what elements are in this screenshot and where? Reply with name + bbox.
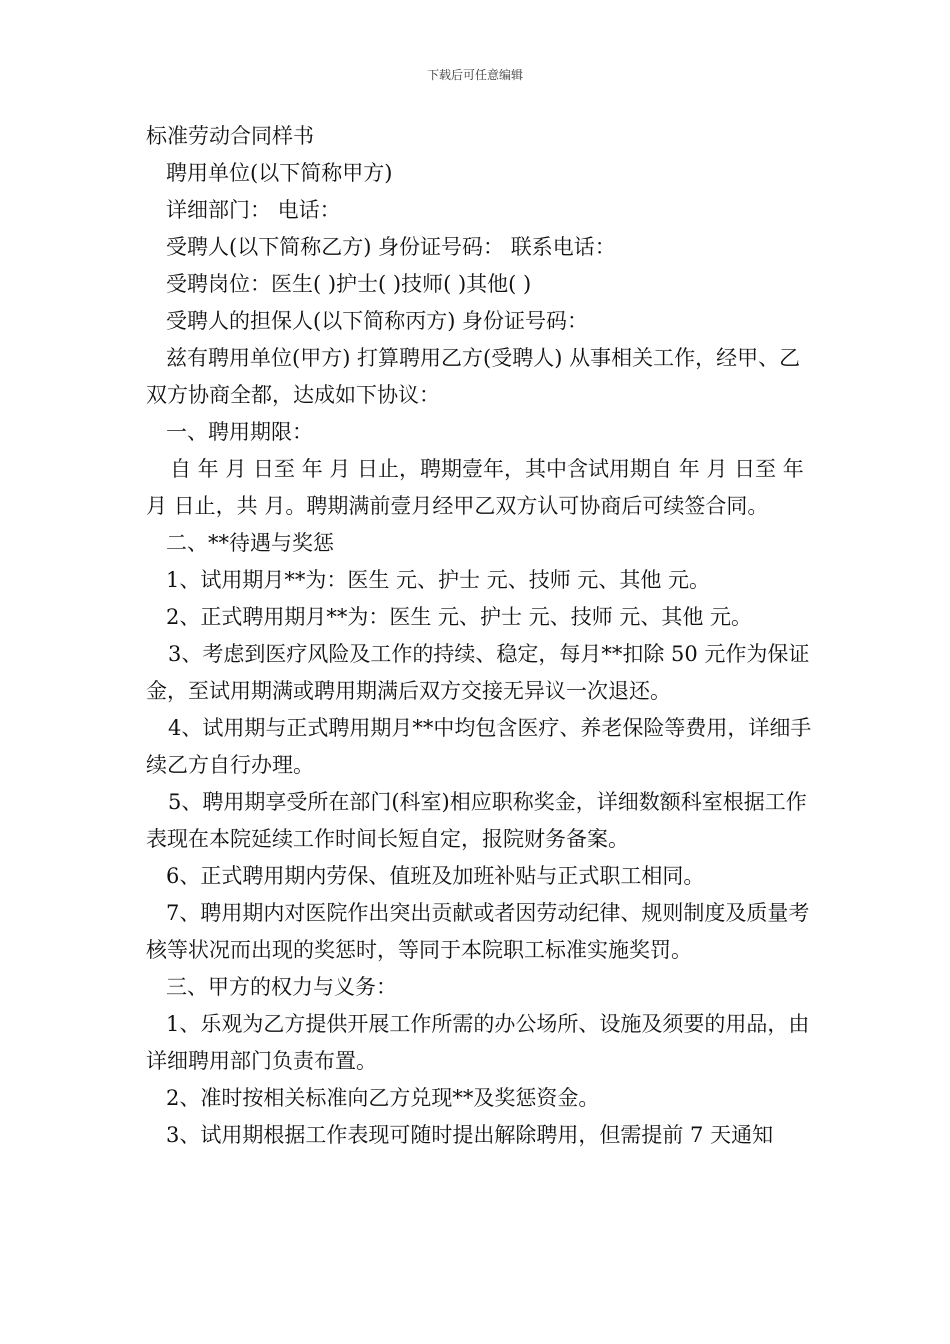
list-item: 6、正式聘用期内劳保、值班及加班补贴与正式职工相同。 — [166, 864, 705, 888]
list-item: 3、试用期根据工作表现可随时提出解除聘用，但需提前 7 天通知 — [166, 1123, 774, 1147]
list-item: 7、聘用期内对医院作出突出贡献或者因劳动纪律、规则制度及质量考核等状况而出现的奖惩时，等同于本院职工标准实施奖罚。 — [146, 901, 810, 962]
section-heading: 三、甲方的权力与义务： — [166, 975, 397, 999]
list-item: 3、考虑到医疗风险及工作的持续、稳定，每月**扣除 50 元作为保证金，至试用期满或聘用期满后双方交接无异议一次退还。 — [146, 642, 810, 703]
paragraph: 受聘岗位：医生( )护士( )技师( )其他( ) — [166, 272, 532, 296]
paragraph: 自 年 月 日至 年 月 日止，聘期壹年，其中含试用期自 年 月 日至 年 月 日止，共 月。聘期满前壹月经甲乙双方认可协商后可续签合同。 — [146, 457, 804, 518]
list-item: 2、准时按相关标准向乙方兑现**及奖惩资金。 — [166, 1086, 600, 1110]
paragraph: 详细部门： 电话： — [166, 198, 341, 222]
paragraph: 聘用单位(以下简称甲方) — [166, 161, 393, 185]
list-item: 1、试用期月**为：医生 元、护士 元、技师 元、其他 元。 — [166, 568, 711, 592]
document-title: 标准劳动合同样书 — [146, 124, 314, 148]
paragraph: 兹有聘用单位(甲方) 打算聘用乙方(受聘人) 从事相关工作，经甲、乙双方协商全都，达成如下协议： — [146, 346, 801, 407]
page-header-note: 下载后可任意编辑 — [426, 68, 523, 82]
list-item: 2、正式聘用期月**为：医生 元、护士 元、技师 元、其他 元。 — [166, 605, 753, 629]
contract-document — [146, 118, 816, 1154]
paragraph: 受聘人的担保人(以下简称丙方) 身份证号码： — [166, 309, 589, 333]
paragraph: 受聘人(以下简称乙方) 身份证号码： 联系电话： — [166, 235, 616, 259]
section-heading: 一、聘用期限： — [166, 420, 313, 444]
list-item: 1、乐观为乙方提供开展工作所需的办公场所、设施及须要的用品，由详细聘用部门负责布置。 — [146, 1012, 810, 1073]
list-item: 4、试用期与正式聘用期月**中均包含医疗、养老保险等费用，详细手续乙方自行办理。 — [146, 716, 812, 777]
section-heading: 二、**待遇与奖惩 — [166, 531, 334, 555]
list-item: 5、聘用期享受所在部门(科室)相应职称奖金，详细数额科室根据工作表现在本院延续工作时间长短自定，报院财务备案。 — [146, 790, 807, 851]
